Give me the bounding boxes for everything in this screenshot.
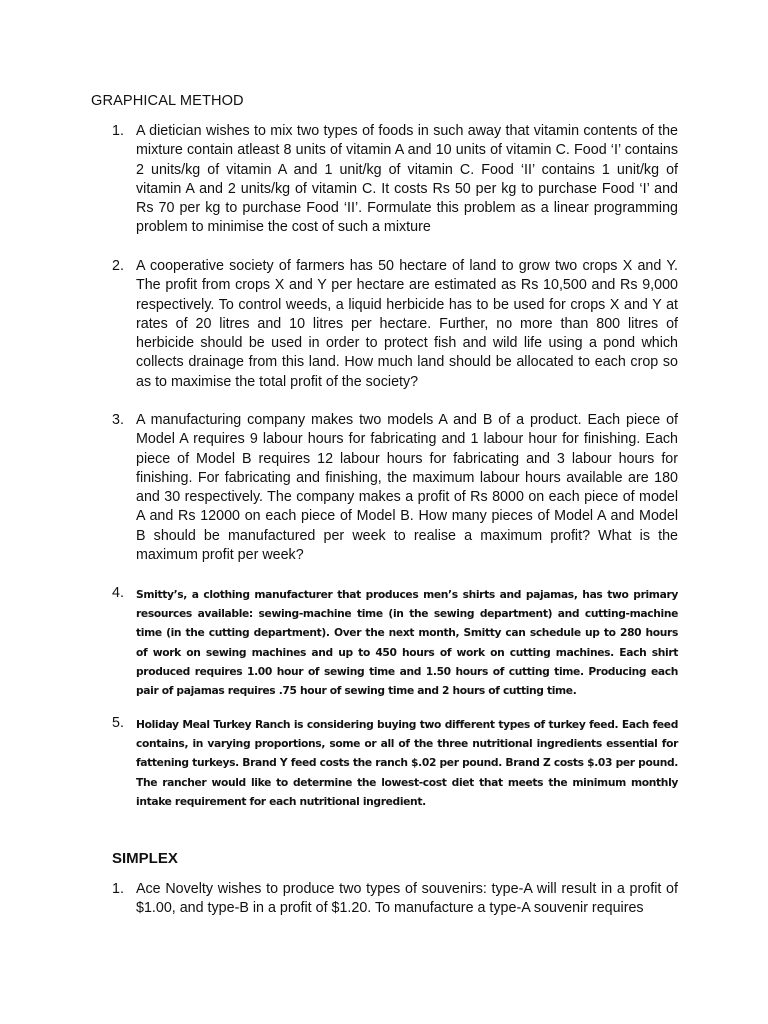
problem-text: Ace Novelty wishes to produce two types of souvenirs: type-A will result in a profit of $1.00, and type-B in a profit of $1.20. To manufacture a type-A souvenir requires: [136, 881, 678, 917]
problem-text: A cooperative society of farmers has 50 hectare of land to grow two crops X and Y. The profit from crops X and Y per hectare are estimated as Rs 10,500 and Rs 9,000 respectively. To control weeds, a liquid herbicide has to be used for crops X and Y at rates of 20 litres and 10 litres per hectare. Further, no more than 800 litres of herbicide should be used in order to protect fish and wild life using a pond which collects drainage from this land. How much land should be allocated to each crop so as to maximise the total profit of the society?: [136, 258, 678, 390]
problem-text: A manufacturing company makes two models A and B of a product. Each piece of Model A requires 9 labour hours for fabricating and 1 labour hour for finishing. Each piece of Model B requires 12 labour hours for fabricating and 3 labour hours for finishing. For fabricating and finishing, the maximum labour hours available are 180 and 30 respectively. The company makes a profit of Rs 8000 on each piece of model A and Rs 12000 on each piece of Model B. How many pieces of Model A and Model B should be manufactured per week to realise a maximum profit? What is the maximum profit per week?: [136, 412, 678, 564]
problem-number: 5.: [112, 715, 124, 731]
problem-number: 2.: [112, 258, 124, 274]
problem-number: 4.: [112, 585, 124, 601]
problem-number: 1.: [112, 123, 124, 139]
section-heading-graphical-method: GRAPHICAL METHOD: [91, 93, 244, 109]
problem-text: Holiday Meal Turkey Ranch is considering buying two different types of turkey feed. Each feed contains, in varying proportions, some or all of the three nutritional ingredients essential for fattening turkeys. Brand Y feed costs the ranch $.02 per pound. Brand Z costs $.03 per pound. The rancher would like to determine the lowest-cost diet that meets the minimum monthly intake requirement for each nutritional ingredient.: [136, 718, 678, 808]
problem-number: 1.: [112, 881, 124, 897]
problem-text: A dietician wishes to mix two types of foods in such away that vitamin contents of the mixture contain atleast 8 units of vitamin A and 10 units of vitamin C. Food ‘I’ contains 2 units/kg of vitamin A and 1 unit/kg of vitamin C. Food ‘II’ contains 1 unit/kg of vitamin A and 2 units/kg of vitamin C. It costs Rs 50 per kg to purchase Food ‘I’ and Rs 70 per kg to purchase Food ‘II’. Formulate this problem as a linear programming problem to minimise the cost of such a mixture: [136, 123, 678, 236]
problem-text: Smitty’s, a clothing manufacturer that produces men’s shirts and pajamas, has two primary resources available: sewing-machine time (in the sewing department) and cutting-machine time (in the cutting department). Over the next month, Smitty can schedule up to 280 hours of work on sewing machines and up to 450 hours of work on cutting machines. Each shirt produced requires 1.00 hour of sewing time and 1.50 hours of cutting time. Producing each pair of pajamas requires .75 hour of sewing time and 2 hours of cutting time.: [136, 588, 678, 698]
section-heading-simplex: SIMPLEX: [112, 850, 178, 867]
problem-number: 3.: [112, 412, 124, 428]
